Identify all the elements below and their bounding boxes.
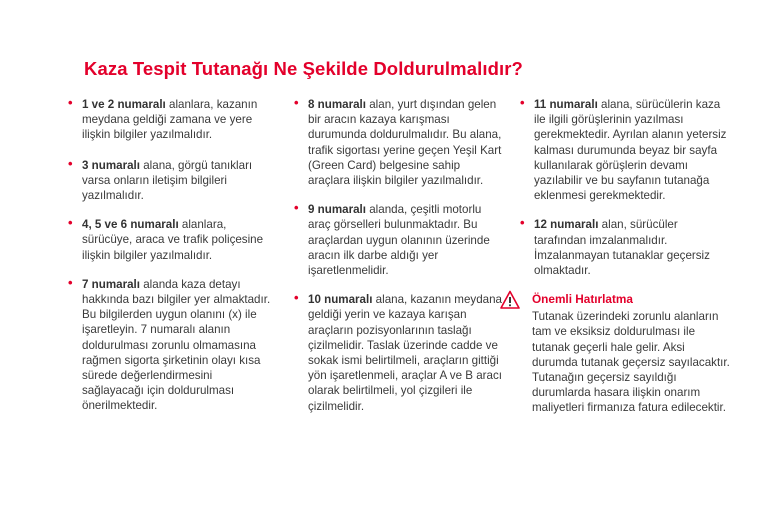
bullet-icon: • — [294, 200, 299, 216]
bullet-icon: • — [68, 215, 73, 231]
item-number: 4, 5 ve 6 numaralı — [82, 218, 179, 232]
item-number: 11 numaralı — [534, 98, 598, 111]
item-number: 7 numaralı — [82, 277, 140, 291]
notice-text: Tutanak üzerindeki zorunlu alanların tam ve eksiksiz doldurulması ile tutanak geçerli hale gelir. Aksi durumda tutanak geçersiz sayılacaktır. Tutanağın geçersiz sayıldığı durumlarda hasara ilişkin onarım maliyetleri firmanıza fatura edilecektir. — [532, 310, 730, 415]
item-number: 1 ve 2 numaralı — [82, 98, 166, 111]
bullet-icon: • — [520, 215, 525, 231]
bullet-icon: • — [68, 155, 73, 171]
bullet-icon: • — [68, 274, 73, 290]
list-item — [518, 97, 730, 203]
item-text: alanda, çeşitli motorlu araç görselleri bulunmaktadır. Bu araçlardan uygun olanının üzerinde aracın ilk darbe aldığı yer işaretlenmelidir. — [308, 203, 490, 278]
warning-triangle-icon — [500, 290, 520, 310]
notice-title: Önemli Hatırlatma — [532, 292, 633, 307]
item-number: 9 numaralı — [308, 203, 366, 217]
item-text: alan, yurt dışından gelen bir aracın kazaya karışması durumunda doldurulmalıdır. Bu alana, trafik sigortası yerine geçen Yeşil Kart (Green Card) belgesine sahip araçlara ilişkin bilgiler yazılmalıdır. — [308, 98, 502, 188]
item-text: alana, sürücülerin kaza ile ilgili görüşlerinin yazılması gerekmektedir. Ayrılan alanın yetersiz kalması durumunda beyaz bir sayfa kullanılarak görüşlerin devamı yazılabilir ve bu sayfanın tutanağa eklenmesi gerekmektedir. — [534, 98, 727, 203]
column-2 — [292, 97, 504, 428]
list-item — [292, 202, 504, 278]
item-text: alan, sürücüler tarafından imzalanmalıdır. İmzalanmayan tutanaklar geçersiz olmaktadır. — [534, 218, 710, 278]
item-number: 8 numaralı — [308, 98, 366, 111]
item-text: alanlara, sürücüye, araca ve trafik poliçesine ilişkin bilgiler yazılmalıdır. — [82, 218, 264, 262]
item-text: alanda kaza detayı hakkında bazı bilgiler yer almaktadır. Bu bilgilerden uygun olanını (x) ile işaretleyin. 7 numaralı alanın doldurulması zorunlu olmamasına rağmen sigorta şirketinin olayı kısa sürede değerlendirmesini sağlayacağı için doldurulması önerilmektedir. — [82, 277, 271, 413]
list-item — [66, 97, 276, 143]
list-item — [66, 274, 276, 414]
item-text: alanlara, kazanın meydana geldiği zamana ve yere ilişkin bilgiler yazılmalıdır. — [82, 98, 258, 142]
list-item — [518, 217, 730, 278]
list-item — [66, 155, 276, 204]
bullet-icon: • — [520, 95, 525, 110]
column-1 — [66, 97, 276, 428]
list-item — [292, 97, 504, 188]
important-reminder — [518, 292, 730, 415]
item-number: 12 numaralı — [534, 218, 599, 232]
bullet-icon: • — [294, 290, 299, 306]
page-title: Kaza Tespit Tutanağı Ne Şekilde Doldurulmalıdır? — [84, 58, 523, 79]
list-item — [292, 292, 504, 414]
item-number: 10 numaralı — [308, 293, 373, 307]
item-number: 3 numaralı — [82, 158, 140, 172]
bullet-icon: • — [68, 95, 73, 110]
list-item — [66, 217, 276, 263]
item-text: alana, görgü tanıkları varsa onların iletişim bilgileri yazılmalıdır. — [82, 158, 253, 203]
item-text: alana, kazanın meydana geldiği yerin ve kazaya karışan araçların pozisyonlarının taslağı çizilmelidir. Taslak üzerinde cadde ve sokak ismi belirtilmeli, araçların gittiği yön işaretlenmeli, araçlar A ve B aracı olarak belirtilmeli, yol çizgileri ile çizilmelidir. — [308, 293, 503, 413]
column-3 — [518, 97, 730, 416]
bullet-icon: • — [294, 95, 299, 110]
